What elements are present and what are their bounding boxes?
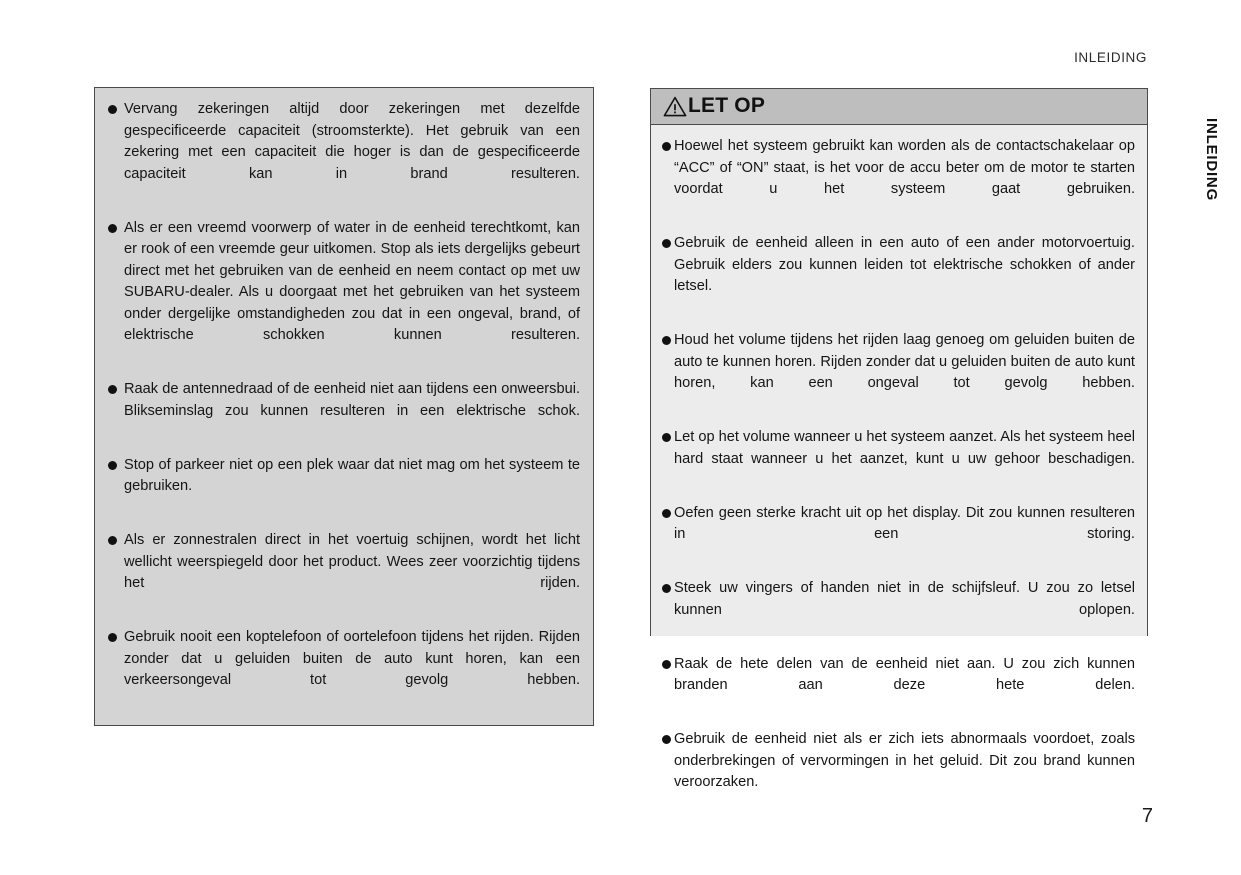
caution-title: LET OP (688, 94, 766, 117)
caution-header-bar (651, 89, 1147, 125)
warning-bullet-item (108, 99, 580, 207)
bullet-dot-icon (662, 584, 671, 593)
bullet-dot-icon (662, 735, 671, 744)
warning-bullet-text: Gebruik nooit een koptelefoon of oortelefoon tijdens het rijden. Rijden zonder dat u geluiden buiten de auto kunt horen, kan een verkeersongeval tot gevolg hebben. (124, 629, 580, 688)
caution-bullet-item (662, 503, 1135, 568)
bullet-dot-icon (108, 461, 117, 470)
warning-bullet-item (108, 627, 580, 713)
caution-bullet-item (662, 330, 1135, 416)
caution-panel-right (650, 88, 1148, 790)
caution-bullet-text: Let op het volume wanneer u het systeem aanzet. Als het systeem heel hard staat wanneer u het aanzet, kunt u uw gehoor beschadigen. (674, 429, 1135, 467)
caution-bullet-text: Houd het volume tijdens het rijden laag genoeg om geluiden buiten de auto te kunnen horen. Rijden zonder dat u geluiden buiten de auto kunt horen, kan een ongeval tot gevolg hebben. (674, 332, 1135, 391)
warning-bullet-list-left (95, 88, 593, 725)
bullet-dot-icon (108, 105, 117, 114)
warning-bullet-text: Stop of parkeer niet op een plek waar dat niet mag om het systeem te gebruiken. (124, 456, 580, 494)
running-header: INLEIDING (1074, 50, 1147, 65)
caution-bullet-text: Gebruik de eenheid alleen in een auto of een ander motorvoertuig. Gebruik elders zou kunnen leiden tot elektrische schokken of ander letsel. (674, 235, 1135, 294)
bullet-dot-icon (662, 336, 671, 345)
warning-bullet-item (108, 379, 580, 444)
warning-bullet-item (108, 530, 580, 616)
bullet-dot-icon (662, 433, 671, 442)
bullet-dot-icon (108, 536, 117, 545)
bullet-dot-icon (662, 660, 671, 669)
bullet-dot-icon (662, 239, 671, 248)
warning-bullet-item (108, 455, 580, 520)
caution-bullet-text: Hoewel het systeem gebruikt kan worden als de contactschakelaar op “ACC” of “ON” staat, is het voor de accu beter om de motor te starten voordat u het systeem gaat gebruiken. (674, 138, 1135, 197)
warning-triangle-icon (663, 96, 687, 117)
caution-bullet-item (662, 427, 1135, 492)
bullet-dot-icon (662, 509, 671, 518)
warning-bullet-text: Als er een vreemd voorwerp of water in de eenheid terechtkomt, kan er rook of een vreemde geur uitkomen. Stop als iets dergelijks gebeurt direct met het gebruiken van de eenheid en neem contact op met uw SUBARU-dealer. Als u doorgaat met het gebruiken van het systeem onder dergelijke omstandigheden zou dat in een ongeval, brand, of elektrische schokken kunnen resulteren. (124, 219, 580, 343)
warning-panel-left (94, 87, 594, 726)
caution-bullet-text: Oefen geen sterke kracht uit op het display. Dit zou kunnen resulteren in een storing. (674, 504, 1135, 542)
caution-bullet-item (662, 233, 1135, 319)
caution-bullet-item (662, 654, 1135, 719)
bullet-dot-icon (108, 224, 117, 233)
caution-bullet-text: Steek uw vingers of handen niet in de schijfsleuf. U zou zo letsel kunnen oplopen. (674, 580, 1135, 618)
caution-bullet-item (662, 729, 1135, 815)
caution-bullet-item (662, 578, 1135, 643)
caution-bullet-text: Raak de hete delen van de eenheid niet aan. U zou zich kunnen branden aan deze hete delen. (674, 655, 1135, 693)
bullet-dot-icon (108, 633, 117, 642)
warning-bullet-text: Vervang zekeringen altijd door zekeringen met dezelfde gespecificeerde capaciteit (stroomsterkte). Het gebruik van een zekering met een capaciteit die hoger is dan de gespecificeerde capaciteit kan in brand resulteren. (124, 101, 580, 182)
caution-bullet-item (662, 136, 1135, 222)
bullet-dot-icon (108, 385, 117, 394)
bullet-dot-icon (662, 142, 671, 151)
caution-bullet-list-right (651, 125, 1147, 825)
warning-bullet-text: Als er zonnestralen direct in het voertuig schijnen, wordt het licht wellicht weerspiegeld door het product. Wees zeer voorzichtig tijdens het rijden. (124, 532, 580, 591)
section-tab-inleiding: INLEIDING (1203, 118, 1220, 202)
warning-bullet-text: Raak de antennedraad of de eenheid niet aan tijdens een onweersbui. Blikseminslag zou kunnen resulteren in een elektrische schok. (124, 381, 580, 419)
warning-bullet-item (108, 218, 580, 369)
caution-bullet-text: Gebruik de eenheid niet als er zich iets abnormaals voordoet, zoals onderbrekingen of vervormingen in het geluid. Dit zou brand kunnen veroorzaken. (674, 731, 1135, 790)
page-number: 7 (1141, 805, 1153, 827)
